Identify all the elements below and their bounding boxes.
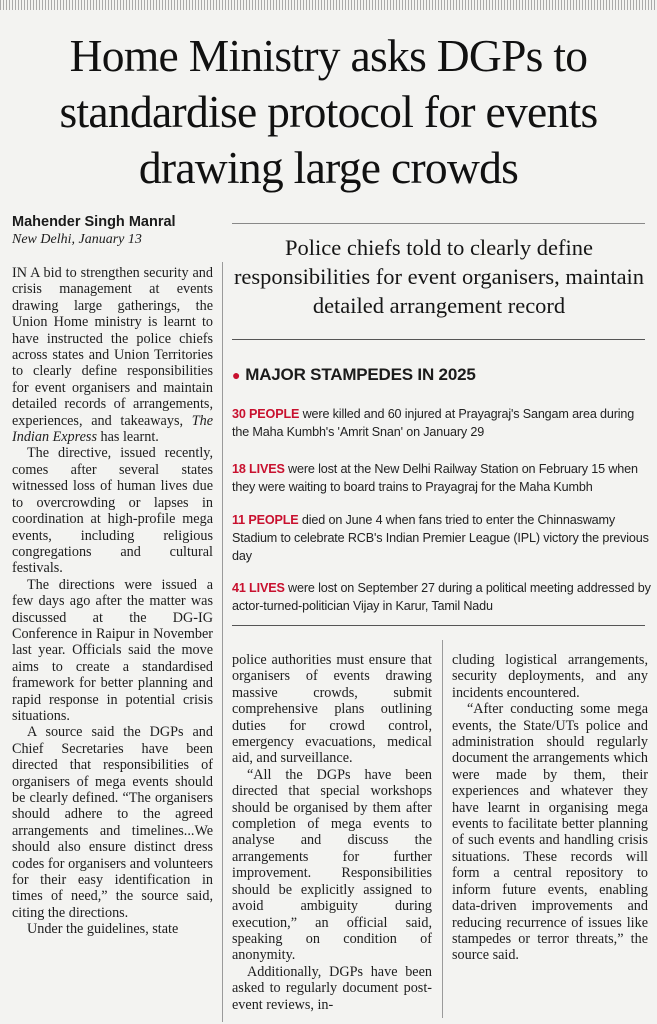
paragraph: Under the guidelines, state — [27, 921, 179, 938]
stampede-lead: 30 PEOPLE — [232, 407, 300, 421]
body-column-1 — [12, 265, 213, 938]
stampede-text: were killed and 60 injured at Prayagraj's Sangam area during the Maha Kumbh's 'Amrit Snan' on January 29 — [232, 407, 635, 439]
body-column-3 — [452, 652, 648, 964]
stampede-entry — [232, 405, 652, 441]
stampede-entry — [232, 511, 652, 565]
publication-name: The Indian Express — [12, 412, 213, 446]
stampede-lead: 18 LIVES — [232, 462, 285, 476]
paragraph: The directions were issued a few days ago after the matter was discussed at the DG-IG Conference in Raipur in November last year. Officials said the move aims to create a standardised framework for better planning and rapid response in potential crisis situations. — [12, 576, 213, 724]
sidebar-top-rule — [232, 339, 645, 340]
stampede-entry — [232, 579, 652, 615]
stampede-lead: 41 LIVES — [232, 581, 285, 595]
stampede-lead: 11 PEOPLE — [232, 513, 299, 527]
paragraph: IN A bid to strengthen security and crisis management at events drawing large gatherings, the Union Home ministry is learnt to have instructed the police chiefs across states and Union Territories to clearly define responsibilities for event organisers and maintain detailed records of arrangements, experiences, and takeaways, The Indian Express has learnt. — [12, 265, 213, 446]
paragraph: A source said the DGPs and Chief Secretaries have been directed that responsibilities of organisers of mega events should be clearly defined. “The organisers should adhere to the agreed arrangements and timelines...We should also ensure distinct dress codes for organisers and volunteers for their easy identification in times of need,” the source said, citing the directions. — [12, 724, 213, 921]
sidebar-bottom-rule — [232, 625, 645, 626]
sidebar-title — [232, 365, 476, 385]
stampede-text: were lost at the New Delhi Railway Station on February 15 when they were waiting to board trains to Prayagraj for the Maha Kumbh — [232, 462, 638, 494]
column-rule — [442, 640, 443, 1018]
paragraph: The directive, issued recently, comes after several states witnessed loss of human lives due to overcrowding or lapses in coordination at high-profile mega events, including religious congregations and cultural festivals. — [12, 445, 213, 577]
deck: Police chiefs told to clearly define responsibilities for event organisers, maintain detailed arrangement record — [233, 235, 645, 318]
bullet-icon: ● — [232, 367, 241, 383]
paragraph: Additionally, DGPs have been asked to regularly document post-event reviews, in- — [232, 963, 432, 1013]
body-column-2 — [232, 652, 432, 1013]
byline: Mahender Singh Manral — [12, 214, 176, 230]
paragraph: police authorities must ensure that organisers of events drawing massive crowds, submit comprehensive plans outlining duties for crowd control, emergency evacuations, medical aid, and surveillance. — [232, 652, 432, 767]
paragraph: “All the DGPs have been directed that special workshops should be organised by them after completion of mega events to analyse and discuss the arrangements for further improvement. Responsibilities should be explicitly assigned to avoid ambiguity during execution,” an official said, speaking on condition of anonymity. — [232, 766, 432, 964]
stampede-text: were lost on September 27 during a political meeting addressed by actor-turned-politician Vijay in Karur, Tamil Nadu — [232, 581, 651, 613]
top-border — [0, 0, 657, 10]
paragraph: “After conducting some mega events, the State/UTs police and administration should regularly document the arrangements which were made by them, their experiences and whatever they have learnt in organising mega events to facilitate better planning of such events and handling crisis situations. These records will form a central repository to inform future events, enabling data-driven improvements and reducing recurrence of issues like stampedes or terror threats,” the source said. — [452, 701, 648, 964]
dateline: New Delhi, January 13 — [12, 232, 142, 247]
stampede-entry — [232, 460, 652, 496]
column-rule — [222, 262, 223, 1022]
paragraph: cluding logistical arrangements, security deployments, and any incidents encountered. — [452, 652, 648, 701]
sidebar-title-text: MAJOR STAMPEDES IN 2025 — [245, 365, 476, 384]
headline: Home Ministry asks DGPs to standardise protocol for events drawing large crowds — [59, 30, 598, 193]
deck-rule — [232, 223, 645, 224]
stampede-text: died on June 4 when fans tried to enter the Chinnaswamy Stadium to celebrate RCB's Indian Premier League (IPL) victory the previous day — [232, 513, 649, 563]
